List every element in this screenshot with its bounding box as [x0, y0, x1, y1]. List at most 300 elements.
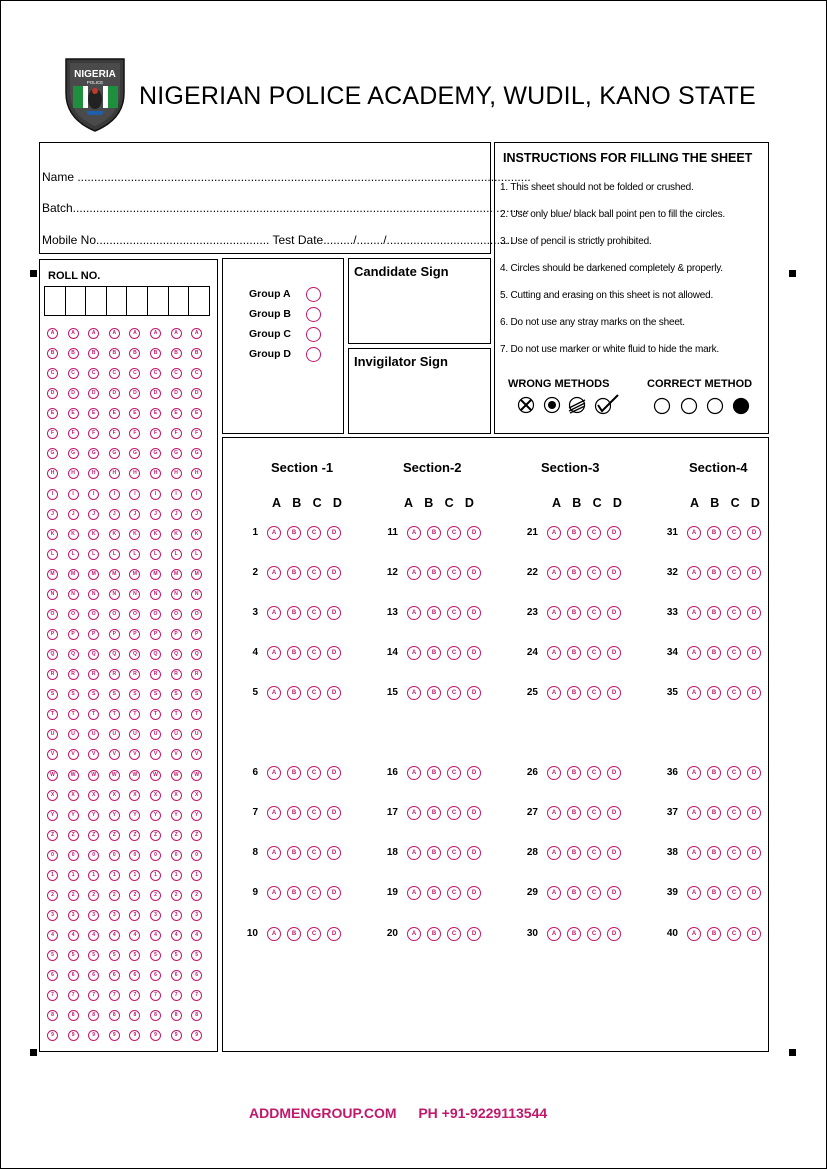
- roll-bubble[interactable]: Y: [171, 810, 182, 821]
- answer-bubble[interactable]: A: [547, 566, 561, 580]
- answer-bubble[interactable]: A: [687, 606, 701, 620]
- answer-bubble[interactable]: D: [607, 886, 621, 900]
- answer-bubble[interactable]: B: [707, 846, 721, 860]
- answer-bubble[interactable]: C: [727, 846, 741, 860]
- roll-bubble[interactable]: S: [171, 689, 182, 700]
- roll-bubble[interactable]: H: [129, 468, 140, 479]
- roll-bubble[interactable]: C: [129, 368, 140, 379]
- roll-bubble[interactable]: Z: [150, 830, 161, 841]
- roll-bubble[interactable]: S: [191, 689, 202, 700]
- roll-bubble[interactable]: 0: [171, 850, 182, 861]
- roll-bubble[interactable]: G: [150, 448, 161, 459]
- answer-bubble[interactable]: B: [427, 526, 441, 540]
- answer-bubble[interactable]: B: [567, 806, 581, 820]
- roll-bubble[interactable]: 7: [47, 990, 58, 1001]
- answer-bubble[interactable]: A: [407, 606, 421, 620]
- roll-bubble[interactable]: S: [129, 689, 140, 700]
- roll-bubble[interactable]: Q: [109, 649, 120, 660]
- answer-bubble[interactable]: B: [567, 766, 581, 780]
- roll-bubble[interactable]: C: [88, 368, 99, 379]
- roll-bubble[interactable]: F: [88, 428, 99, 439]
- answer-bubble[interactable]: A: [407, 806, 421, 820]
- answer-bubble[interactable]: C: [447, 646, 461, 660]
- answer-bubble[interactable]: C: [587, 566, 601, 580]
- answer-bubble[interactable]: D: [327, 806, 341, 820]
- answer-bubble[interactable]: D: [327, 606, 341, 620]
- answer-bubble[interactable]: B: [427, 927, 441, 941]
- answer-bubble[interactable]: D: [607, 566, 621, 580]
- roll-bubble[interactable]: 5: [150, 950, 161, 961]
- roll-bubble[interactable]: 5: [68, 950, 79, 961]
- answer-bubble[interactable]: C: [587, 806, 601, 820]
- roll-bubble[interactable]: B: [47, 348, 58, 359]
- roll-bubble[interactable]: K: [191, 529, 202, 540]
- answer-bubble[interactable]: D: [327, 886, 341, 900]
- answer-bubble[interactable]: C: [587, 927, 601, 941]
- roll-bubble[interactable]: N: [88, 589, 99, 600]
- roll-digit-box[interactable]: [126, 286, 148, 316]
- roll-bubble[interactable]: V: [88, 749, 99, 760]
- answer-bubble[interactable]: A: [267, 846, 281, 860]
- answer-bubble[interactable]: C: [587, 686, 601, 700]
- answer-bubble[interactable]: C: [307, 806, 321, 820]
- roll-bubble[interactable]: X: [88, 790, 99, 801]
- roll-bubble[interactable]: 9: [129, 1030, 140, 1041]
- roll-bubble[interactable]: Q: [129, 649, 140, 660]
- roll-bubble[interactable]: C: [109, 368, 120, 379]
- answer-bubble[interactable]: C: [587, 526, 601, 540]
- answer-bubble[interactable]: B: [707, 566, 721, 580]
- roll-bubble[interactable]: 7: [109, 990, 120, 1001]
- answer-bubble[interactable]: A: [687, 526, 701, 540]
- roll-bubble[interactable]: 7: [191, 990, 202, 1001]
- roll-bubble[interactable]: H: [150, 468, 161, 479]
- roll-bubble[interactable]: X: [47, 790, 58, 801]
- roll-bubble[interactable]: D: [129, 388, 140, 399]
- footer-website[interactable]: ADDMENGROUP.COM: [249, 1105, 397, 1121]
- roll-bubble[interactable]: U: [191, 729, 202, 740]
- roll-bubble[interactable]: X: [129, 790, 140, 801]
- answer-bubble[interactable]: C: [447, 927, 461, 941]
- roll-bubble[interactable]: P: [171, 629, 182, 640]
- roll-bubble[interactable]: D: [109, 388, 120, 399]
- roll-bubble[interactable]: B: [109, 348, 120, 359]
- answer-bubble[interactable]: D: [747, 927, 761, 941]
- roll-bubble[interactable]: H: [109, 468, 120, 479]
- roll-bubble[interactable]: N: [171, 589, 182, 600]
- roll-bubble[interactable]: N: [109, 589, 120, 600]
- answer-bubble[interactable]: B: [427, 686, 441, 700]
- roll-bubble[interactable]: A: [47, 328, 58, 339]
- roll-bubble[interactable]: E: [109, 408, 120, 419]
- roll-bubble[interactable]: V: [47, 749, 58, 760]
- answer-bubble[interactable]: C: [727, 686, 741, 700]
- roll-bubble[interactable]: Z: [68, 830, 79, 841]
- roll-digit-box[interactable]: [85, 286, 107, 316]
- answer-bubble[interactable]: C: [587, 766, 601, 780]
- answer-bubble[interactable]: D: [327, 646, 341, 660]
- roll-bubble[interactable]: Y: [109, 810, 120, 821]
- answer-bubble[interactable]: D: [467, 526, 481, 540]
- roll-bubble[interactable]: 5: [88, 950, 99, 961]
- answer-bubble[interactable]: B: [707, 766, 721, 780]
- answer-bubble[interactable]: A: [687, 646, 701, 660]
- roll-bubble[interactable]: F: [191, 428, 202, 439]
- roll-bubble[interactable]: G: [47, 448, 58, 459]
- roll-bubble[interactable]: A: [68, 328, 79, 339]
- roll-digit-box[interactable]: [168, 286, 190, 316]
- roll-digit-box[interactable]: [147, 286, 169, 316]
- roll-bubble[interactable]: Y: [88, 810, 99, 821]
- answer-bubble[interactable]: C: [447, 566, 461, 580]
- roll-bubble[interactable]: X: [171, 790, 182, 801]
- roll-bubble[interactable]: 0: [88, 850, 99, 861]
- answer-bubble[interactable]: D: [747, 526, 761, 540]
- answer-bubble[interactable]: C: [307, 846, 321, 860]
- mobile-field[interactable]: Mobile No.................................................... Test Date........./......../......................................: [42, 233, 514, 247]
- roll-bubble[interactable]: 1: [191, 870, 202, 881]
- answer-bubble[interactable]: B: [707, 686, 721, 700]
- answer-bubble[interactable]: A: [267, 526, 281, 540]
- answer-bubble[interactable]: C: [447, 766, 461, 780]
- roll-bubble[interactable]: O: [191, 609, 202, 620]
- roll-bubble[interactable]: W: [171, 770, 182, 781]
- roll-bubble[interactable]: D: [88, 388, 99, 399]
- roll-bubble[interactable]: 1: [47, 870, 58, 881]
- roll-bubble[interactable]: W: [109, 770, 120, 781]
- roll-bubble[interactable]: T: [47, 709, 58, 720]
- roll-bubble[interactable]: U: [150, 729, 161, 740]
- roll-bubble[interactable]: 5: [47, 950, 58, 961]
- roll-bubble[interactable]: M: [109, 569, 120, 580]
- answer-bubble[interactable]: D: [327, 766, 341, 780]
- roll-bubble[interactable]: Q: [47, 649, 58, 660]
- answer-bubble[interactable]: A: [687, 846, 701, 860]
- roll-bubble[interactable]: I: [109, 489, 120, 500]
- answer-bubble[interactable]: D: [747, 886, 761, 900]
- roll-bubble[interactable]: L: [109, 549, 120, 560]
- roll-bubble[interactable]: V: [68, 749, 79, 760]
- name-field[interactable]: Name ........................................................................................................................................: [42, 170, 531, 184]
- answer-bubble[interactable]: D: [607, 846, 621, 860]
- roll-bubble[interactable]: T: [171, 709, 182, 720]
- roll-bubble[interactable]: M: [68, 569, 79, 580]
- answer-bubble[interactable]: B: [707, 526, 721, 540]
- roll-bubble[interactable]: S: [88, 689, 99, 700]
- answer-bubble[interactable]: C: [447, 806, 461, 820]
- roll-bubble[interactable]: 1: [109, 870, 120, 881]
- roll-bubble[interactable]: Q: [191, 649, 202, 660]
- roll-bubble[interactable]: 6: [129, 970, 140, 981]
- roll-bubble[interactable]: 3: [191, 910, 202, 921]
- roll-bubble[interactable]: Y: [129, 810, 140, 821]
- roll-bubble[interactable]: F: [109, 428, 120, 439]
- roll-bubble[interactable]: 4: [191, 930, 202, 941]
- roll-bubble[interactable]: K: [109, 529, 120, 540]
- answer-bubble[interactable]: A: [547, 526, 561, 540]
- roll-bubble[interactable]: H: [68, 468, 79, 479]
- answer-bubble[interactable]: B: [567, 686, 581, 700]
- answer-bubble[interactable]: B: [427, 806, 441, 820]
- roll-bubble[interactable]: Y: [68, 810, 79, 821]
- roll-bubble[interactable]: F: [129, 428, 140, 439]
- answer-bubble[interactable]: C: [447, 846, 461, 860]
- roll-bubble[interactable]: 0: [150, 850, 161, 861]
- answer-bubble[interactable]: A: [267, 766, 281, 780]
- roll-bubble[interactable]: B: [129, 348, 140, 359]
- roll-bubble[interactable]: 0: [129, 850, 140, 861]
- roll-bubble[interactable]: Z: [129, 830, 140, 841]
- roll-bubble[interactable]: 4: [68, 930, 79, 941]
- answer-bubble[interactable]: B: [287, 646, 301, 660]
- roll-bubble[interactable]: J: [88, 509, 99, 520]
- answer-bubble[interactable]: D: [607, 606, 621, 620]
- roll-bubble[interactable]: 2: [171, 890, 182, 901]
- roll-bubble[interactable]: N: [150, 589, 161, 600]
- answer-bubble[interactable]: C: [307, 526, 321, 540]
- roll-bubble[interactable]: G: [129, 448, 140, 459]
- roll-bubble[interactable]: A: [129, 328, 140, 339]
- roll-bubble[interactable]: E: [88, 408, 99, 419]
- roll-bubble[interactable]: P: [47, 629, 58, 640]
- roll-bubble[interactable]: Q: [171, 649, 182, 660]
- roll-bubble[interactable]: 8: [191, 1010, 202, 1021]
- roll-bubble[interactable]: K: [129, 529, 140, 540]
- roll-bubble[interactable]: 7: [88, 990, 99, 1001]
- answer-bubble[interactable]: D: [747, 646, 761, 660]
- roll-bubble[interactable]: 9: [109, 1030, 120, 1041]
- roll-bubble[interactable]: O: [68, 609, 79, 620]
- roll-bubble[interactable]: 6: [109, 970, 120, 981]
- roll-bubble[interactable]: 2: [47, 890, 58, 901]
- answer-bubble[interactable]: D: [607, 806, 621, 820]
- roll-bubble[interactable]: 3: [47, 910, 58, 921]
- answer-bubble[interactable]: B: [287, 766, 301, 780]
- roll-bubble[interactable]: 2: [129, 890, 140, 901]
- roll-bubble[interactable]: V: [191, 749, 202, 760]
- roll-bubble[interactable]: 6: [47, 970, 58, 981]
- answer-bubble[interactable]: C: [307, 646, 321, 660]
- answer-bubble[interactable]: A: [407, 686, 421, 700]
- answer-bubble[interactable]: D: [467, 806, 481, 820]
- answer-bubble[interactable]: C: [447, 686, 461, 700]
- answer-bubble[interactable]: A: [267, 806, 281, 820]
- roll-bubble[interactable]: O: [109, 609, 120, 620]
- answer-bubble[interactable]: B: [427, 846, 441, 860]
- roll-bubble[interactable]: U: [129, 729, 140, 740]
- answer-bubble[interactable]: C: [447, 606, 461, 620]
- roll-bubble[interactable]: O: [171, 609, 182, 620]
- roll-bubble[interactable]: F: [47, 428, 58, 439]
- roll-bubble[interactable]: M: [88, 569, 99, 580]
- answer-bubble[interactable]: C: [727, 646, 741, 660]
- answer-bubble[interactable]: A: [687, 566, 701, 580]
- roll-bubble[interactable]: X: [191, 790, 202, 801]
- roll-bubble[interactable]: 4: [109, 930, 120, 941]
- roll-bubble[interactable]: 7: [68, 990, 79, 1001]
- answer-bubble[interactable]: C: [307, 686, 321, 700]
- roll-bubble[interactable]: R: [150, 669, 161, 680]
- roll-bubble[interactable]: 3: [171, 910, 182, 921]
- group-bubble[interactable]: [306, 307, 321, 322]
- roll-bubble[interactable]: G: [109, 448, 120, 459]
- roll-bubble[interactable]: 3: [88, 910, 99, 921]
- roll-bubble[interactable]: H: [47, 468, 58, 479]
- roll-bubble[interactable]: J: [68, 509, 79, 520]
- roll-bubble[interactable]: V: [129, 749, 140, 760]
- roll-bubble[interactable]: T: [88, 709, 99, 720]
- answer-bubble[interactable]: B: [427, 566, 441, 580]
- roll-bubble[interactable]: Q: [88, 649, 99, 660]
- roll-bubble[interactable]: L: [47, 549, 58, 560]
- roll-bubble[interactable]: 9: [150, 1030, 161, 1041]
- answer-bubble[interactable]: C: [587, 646, 601, 660]
- roll-bubble[interactable]: C: [47, 368, 58, 379]
- roll-bubble[interactable]: B: [68, 348, 79, 359]
- roll-bubble[interactable]: Y: [150, 810, 161, 821]
- answer-bubble[interactable]: A: [547, 646, 561, 660]
- answer-bubble[interactable]: D: [747, 806, 761, 820]
- roll-bubble[interactable]: 1: [150, 870, 161, 881]
- answer-bubble[interactable]: C: [307, 927, 321, 941]
- roll-bubble[interactable]: J: [129, 509, 140, 520]
- roll-bubble[interactable]: M: [47, 569, 58, 580]
- answer-bubble[interactable]: B: [287, 886, 301, 900]
- roll-bubble[interactable]: N: [129, 589, 140, 600]
- roll-bubble[interactable]: K: [47, 529, 58, 540]
- roll-bubble[interactable]: L: [129, 549, 140, 560]
- roll-bubble[interactable]: 6: [191, 970, 202, 981]
- answer-bubble[interactable]: B: [427, 886, 441, 900]
- answer-bubble[interactable]: A: [687, 927, 701, 941]
- roll-bubble[interactable]: L: [171, 549, 182, 560]
- roll-bubble[interactable]: C: [68, 368, 79, 379]
- roll-bubble[interactable]: 4: [47, 930, 58, 941]
- roll-bubble[interactable]: 8: [109, 1010, 120, 1021]
- roll-bubble[interactable]: W: [88, 770, 99, 781]
- roll-bubble[interactable]: S: [109, 689, 120, 700]
- roll-bubble[interactable]: W: [191, 770, 202, 781]
- roll-bubble[interactable]: 8: [88, 1010, 99, 1021]
- roll-bubble[interactable]: 7: [129, 990, 140, 1001]
- roll-bubble[interactable]: 8: [129, 1010, 140, 1021]
- roll-bubble[interactable]: X: [150, 790, 161, 801]
- roll-bubble[interactable]: N: [47, 589, 58, 600]
- roll-bubble[interactable]: T: [191, 709, 202, 720]
- answer-bubble[interactable]: B: [567, 606, 581, 620]
- roll-bubble[interactable]: 9: [191, 1030, 202, 1041]
- roll-bubble[interactable]: X: [109, 790, 120, 801]
- roll-bubble[interactable]: A: [88, 328, 99, 339]
- roll-bubble[interactable]: J: [171, 509, 182, 520]
- roll-digit-box[interactable]: [65, 286, 87, 316]
- roll-bubble[interactable]: U: [109, 729, 120, 740]
- roll-digit-box[interactable]: [44, 286, 66, 316]
- roll-bubble[interactable]: W: [150, 770, 161, 781]
- roll-bubble[interactable]: L: [88, 549, 99, 560]
- answer-bubble[interactable]: D: [747, 846, 761, 860]
- roll-bubble[interactable]: E: [150, 408, 161, 419]
- roll-bubble[interactable]: 4: [129, 930, 140, 941]
- roll-bubble[interactable]: J: [109, 509, 120, 520]
- roll-bubble[interactable]: 3: [150, 910, 161, 921]
- roll-bubble[interactable]: T: [109, 709, 120, 720]
- answer-bubble[interactable]: C: [727, 526, 741, 540]
- roll-bubble[interactable]: G: [68, 448, 79, 459]
- answer-bubble[interactable]: C: [727, 606, 741, 620]
- answer-bubble[interactable]: B: [427, 606, 441, 620]
- roll-bubble[interactable]: D: [191, 388, 202, 399]
- roll-bubble[interactable]: W: [47, 770, 58, 781]
- roll-bubble[interactable]: R: [68, 669, 79, 680]
- answer-bubble[interactable]: B: [707, 927, 721, 941]
- answer-bubble[interactable]: C: [307, 886, 321, 900]
- roll-bubble[interactable]: 8: [47, 1010, 58, 1021]
- roll-bubble[interactable]: 1: [171, 870, 182, 881]
- answer-bubble[interactable]: D: [467, 766, 481, 780]
- answer-bubble[interactable]: A: [687, 686, 701, 700]
- roll-bubble[interactable]: I: [68, 489, 79, 500]
- roll-bubble[interactable]: C: [150, 368, 161, 379]
- roll-bubble[interactable]: G: [88, 448, 99, 459]
- roll-bubble[interactable]: 5: [129, 950, 140, 961]
- roll-bubble[interactable]: 6: [150, 970, 161, 981]
- answer-bubble[interactable]: A: [407, 846, 421, 860]
- roll-bubble[interactable]: 5: [171, 950, 182, 961]
- answer-bubble[interactable]: C: [447, 886, 461, 900]
- roll-bubble[interactable]: 0: [109, 850, 120, 861]
- roll-bubble[interactable]: Y: [191, 810, 202, 821]
- roll-bubble[interactable]: S: [47, 689, 58, 700]
- roll-bubble[interactable]: 1: [129, 870, 140, 881]
- answer-bubble[interactable]: C: [727, 766, 741, 780]
- answer-bubble[interactable]: C: [307, 606, 321, 620]
- roll-bubble[interactable]: P: [150, 629, 161, 640]
- roll-bubble[interactable]: Z: [191, 830, 202, 841]
- answer-bubble[interactable]: D: [607, 766, 621, 780]
- answer-bubble[interactable]: B: [427, 646, 441, 660]
- roll-bubble[interactable]: 4: [171, 930, 182, 941]
- roll-bubble[interactable]: E: [129, 408, 140, 419]
- answer-bubble[interactable]: D: [607, 927, 621, 941]
- answer-bubble[interactable]: A: [687, 886, 701, 900]
- answer-bubble[interactable]: B: [287, 686, 301, 700]
- answer-bubble[interactable]: A: [407, 646, 421, 660]
- answer-bubble[interactable]: A: [547, 846, 561, 860]
- answer-bubble[interactable]: A: [407, 566, 421, 580]
- roll-bubble[interactable]: J: [150, 509, 161, 520]
- roll-bubble[interactable]: R: [129, 669, 140, 680]
- roll-bubble[interactable]: 2: [191, 890, 202, 901]
- roll-bubble[interactable]: N: [68, 589, 79, 600]
- answer-bubble[interactable]: B: [287, 526, 301, 540]
- roll-bubble[interactable]: A: [191, 328, 202, 339]
- answer-bubble[interactable]: C: [727, 566, 741, 580]
- roll-digit-box[interactable]: [188, 286, 210, 316]
- roll-bubble[interactable]: H: [191, 468, 202, 479]
- roll-bubble[interactable]: 1: [88, 870, 99, 881]
- roll-bubble[interactable]: E: [191, 408, 202, 419]
- roll-bubble[interactable]: 3: [109, 910, 120, 921]
- roll-bubble[interactable]: 9: [88, 1030, 99, 1041]
- answer-bubble[interactable]: A: [547, 686, 561, 700]
- roll-bubble[interactable]: 0: [47, 850, 58, 861]
- roll-bubble[interactable]: 7: [171, 990, 182, 1001]
- answer-bubble[interactable]: C: [587, 846, 601, 860]
- answer-bubble[interactable]: B: [287, 606, 301, 620]
- roll-bubble[interactable]: 3: [68, 910, 79, 921]
- roll-bubble[interactable]: R: [88, 669, 99, 680]
